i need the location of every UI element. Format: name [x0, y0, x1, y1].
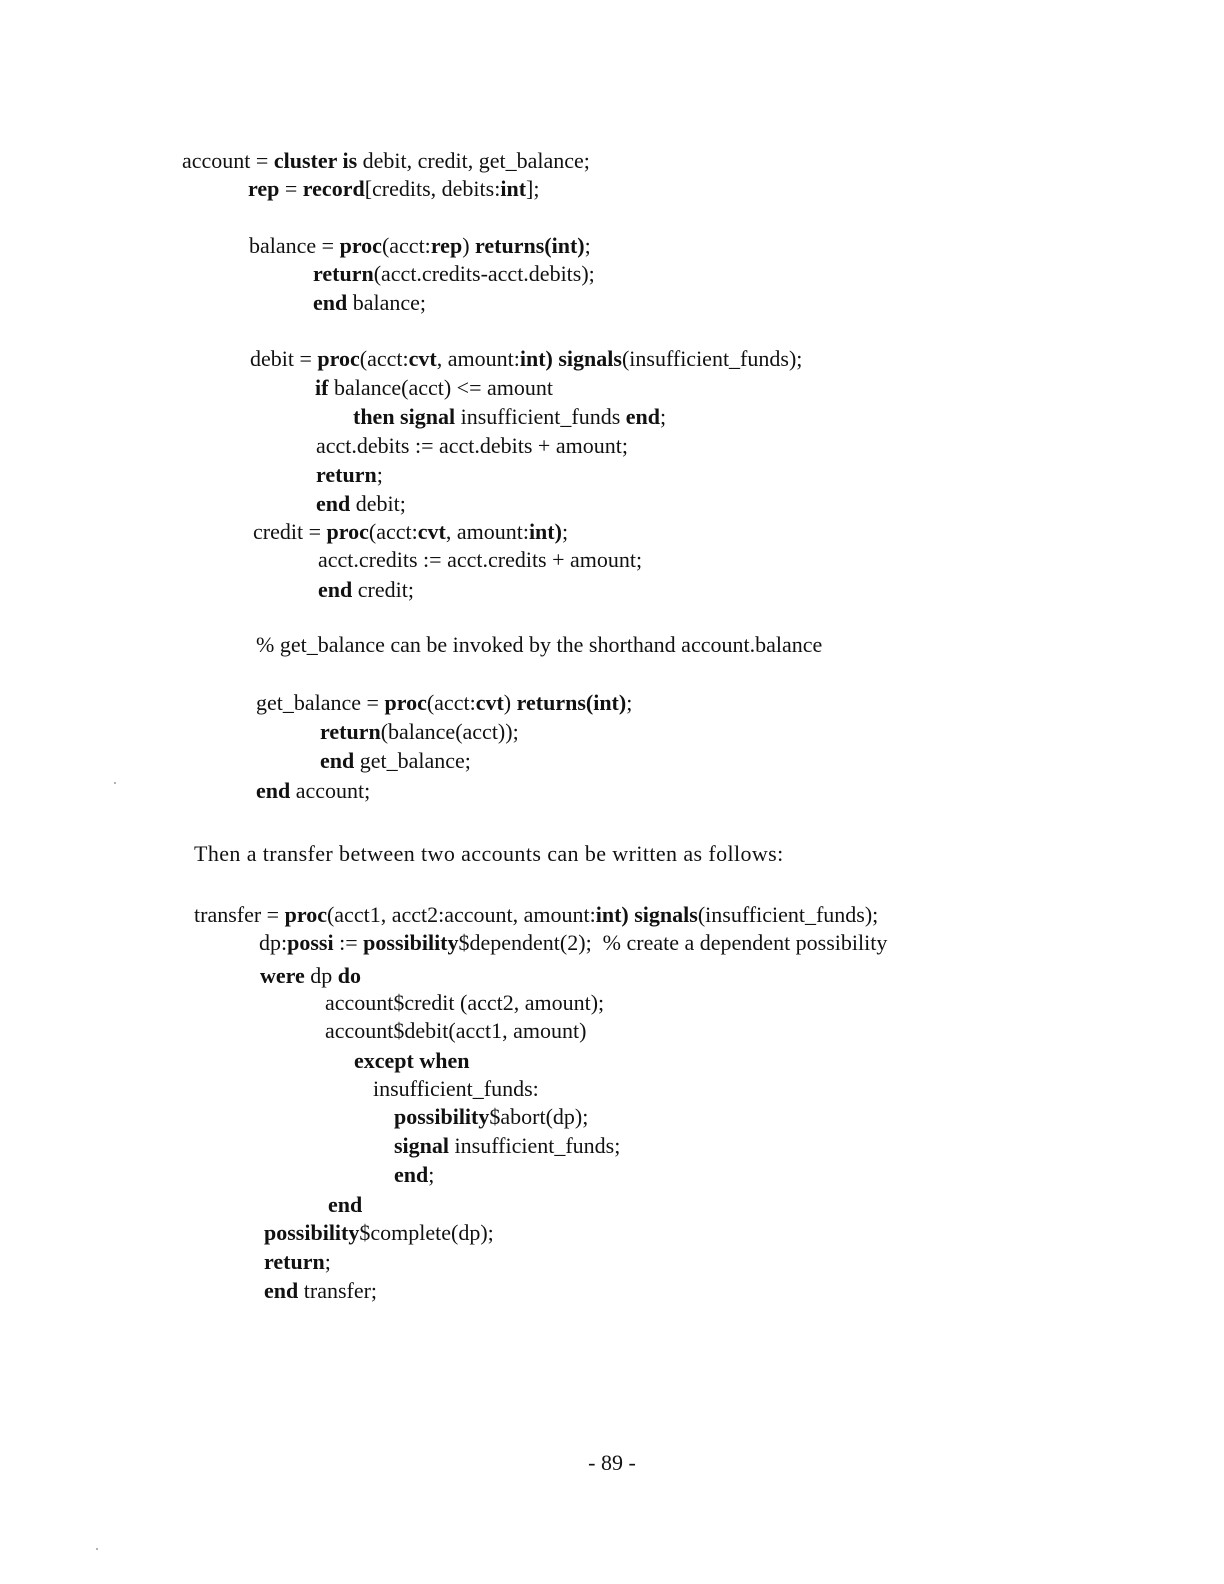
- code-keyword: end: [625, 404, 661, 429]
- code-keyword: rep: [248, 176, 280, 201]
- code-line: [260, 963, 361, 989]
- code-text: insufficient_funds: [455, 404, 626, 429]
- code-keyword: possibility: [394, 1104, 490, 1129]
- code-text: (acct1, acct2:account, amount:: [326, 902, 596, 927]
- code-text: debit, credit, get_balance;: [357, 148, 590, 173]
- code-line: [264, 1220, 494, 1246]
- code-keyword: return: [264, 1249, 325, 1274]
- code-line: [354, 1048, 469, 1074]
- code-keyword: signal: [394, 1133, 450, 1158]
- code-keyword: int): [595, 902, 629, 927]
- code-text: ;: [428, 1162, 435, 1187]
- code-line: [373, 1076, 539, 1102]
- code-text: (acct:: [368, 519, 418, 544]
- code-line: [316, 433, 628, 459]
- code-text: credit;: [352, 577, 414, 602]
- code-keyword: signals: [634, 902, 698, 927]
- code-text: acct.debits := acct.debits + amount;: [316, 433, 628, 458]
- code-line: [313, 290, 426, 316]
- code-line: [325, 1018, 586, 1044]
- page-number: - 89 -: [588, 1450, 636, 1475]
- code-text: ;: [584, 233, 591, 258]
- code-text: [credits, debits:: [364, 176, 501, 201]
- code-line: [318, 577, 414, 603]
- code-keyword: cluster is: [273, 148, 358, 173]
- code-keyword: were: [260, 963, 305, 988]
- code-line: [264, 1278, 377, 1304]
- code-text: debit =: [250, 346, 318, 371]
- code-line: [248, 176, 539, 202]
- code-keyword: int): [519, 346, 553, 371]
- code-text: get_balance;: [354, 748, 471, 773]
- code-line: [394, 1104, 588, 1130]
- code-line: [256, 778, 370, 804]
- scan-speck: [114, 782, 116, 784]
- code-keyword: proc: [317, 346, 360, 371]
- code-keyword: cvt: [475, 690, 504, 715]
- code-keyword: return: [316, 462, 377, 487]
- code-text: balance;: [347, 290, 427, 315]
- code-line: [353, 404, 666, 430]
- code-keyword: proc: [284, 902, 327, 927]
- code-keyword: if: [315, 375, 329, 400]
- code-text: debit;: [350, 491, 406, 516]
- code-keyword: cvt: [408, 346, 437, 371]
- code-text: insufficient_funds;: [449, 1133, 621, 1158]
- code-line: [316, 462, 383, 488]
- code-keyword: proc: [384, 690, 427, 715]
- code-text: (acct:: [426, 690, 476, 715]
- code-text: insufficient_funds:: [373, 1076, 539, 1101]
- code-text: dp: [304, 963, 338, 988]
- code-text: (insufficient_funds);: [621, 346, 803, 371]
- code-line: [315, 375, 553, 401]
- code-keyword: return: [320, 719, 381, 744]
- code-line: [316, 491, 406, 517]
- code-keyword: possibility: [363, 930, 459, 955]
- code-text: transfer;: [298, 1278, 378, 1303]
- code-comment: [256, 632, 822, 658]
- code-keyword: signals: [558, 346, 622, 371]
- code-keyword: int): [528, 519, 562, 544]
- code-line: [182, 148, 590, 174]
- code-keyword: int: [500, 176, 527, 201]
- code-keyword: return: [313, 261, 374, 286]
- code-keyword: end: [328, 1192, 363, 1217]
- code-keyword: except when: [354, 1048, 470, 1073]
- code-keyword: then signal: [353, 404, 456, 429]
- code-text: :=: [333, 930, 364, 955]
- code-text: $abort(dp);: [489, 1104, 589, 1129]
- code-text: transfer =: [194, 902, 285, 927]
- code-text: dp:: [259, 930, 288, 955]
- code-keyword: record: [302, 176, 365, 201]
- code-text: ): [503, 690, 517, 715]
- code-keyword: end: [318, 577, 353, 602]
- code-keyword: possibility: [264, 1220, 360, 1245]
- code-text: ;: [324, 1249, 331, 1274]
- code-keyword: end: [313, 290, 348, 315]
- code-text: balance =: [249, 233, 340, 258]
- code-line: [328, 1192, 362, 1218]
- code-text: (balance(acct));: [380, 719, 519, 744]
- code-text: =: [279, 176, 303, 201]
- code-keyword: proc: [326, 519, 369, 544]
- code-text: ): [462, 233, 476, 258]
- code-text: account$debit(acct1, amount): [325, 1018, 587, 1043]
- code-text: balance(acct) <= amount: [328, 375, 553, 400]
- code-line: [249, 233, 591, 259]
- code-keyword: end: [264, 1278, 299, 1303]
- code-text: $dependent(2); % create a dependent possibility: [458, 930, 888, 955]
- code-line: [325, 990, 604, 1016]
- code-text: ];: [526, 176, 540, 201]
- code-text: $complete(dp);: [359, 1220, 494, 1245]
- code-line: [194, 902, 878, 928]
- code-text: credit =: [253, 519, 327, 544]
- scan-speck: [96, 1548, 98, 1550]
- code-keyword: end: [394, 1162, 429, 1187]
- code-text: (acct:: [359, 346, 409, 371]
- code-line: [394, 1133, 620, 1159]
- code-text: (insufficient_funds);: [697, 902, 879, 927]
- code-line: [250, 346, 802, 372]
- code-text: (acct:: [381, 233, 431, 258]
- code-line: [259, 930, 887, 956]
- code-line: [394, 1162, 434, 1188]
- code-keyword: rep: [430, 233, 463, 258]
- code-text: ;: [626, 690, 633, 715]
- code-keyword: possi: [287, 930, 334, 955]
- code-line: [253, 519, 568, 545]
- code-text: ;: [660, 404, 667, 429]
- code-keyword: returns(int): [475, 233, 585, 258]
- code-text: acct.credits := acct.credits + amount;: [318, 547, 643, 572]
- code-text: account$credit (acct2, amount);: [325, 990, 605, 1015]
- body-text: Then a transfer between two accounts can be written as follows:: [194, 841, 784, 866]
- code-keyword: cvt: [417, 519, 446, 544]
- code-text: (acct.credits-acct.debits);: [373, 261, 595, 286]
- code-text: % get_balance can be invoked by the shorthand account.balance: [256, 632, 823, 657]
- code-keyword: end: [316, 491, 351, 516]
- code-text: account;: [290, 778, 371, 803]
- code-text: , amount:: [436, 346, 520, 371]
- code-line: [320, 719, 519, 745]
- code-text: account =: [182, 148, 274, 173]
- code-text: get_balance =: [256, 690, 385, 715]
- code-keyword: do: [337, 963, 362, 988]
- code-line: [313, 261, 595, 287]
- code-text: ;: [376, 462, 383, 487]
- code-text: , amount:: [445, 519, 529, 544]
- code-text: ;: [561, 519, 569, 544]
- code-line: [264, 1249, 331, 1275]
- code-keyword: proc: [339, 233, 382, 258]
- code-line: [320, 748, 471, 774]
- code-keyword: end: [320, 748, 355, 773]
- code-keyword: returns(int): [516, 690, 627, 715]
- code-line: [318, 547, 642, 573]
- code-keyword: end: [256, 778, 291, 803]
- code-line: [256, 690, 632, 716]
